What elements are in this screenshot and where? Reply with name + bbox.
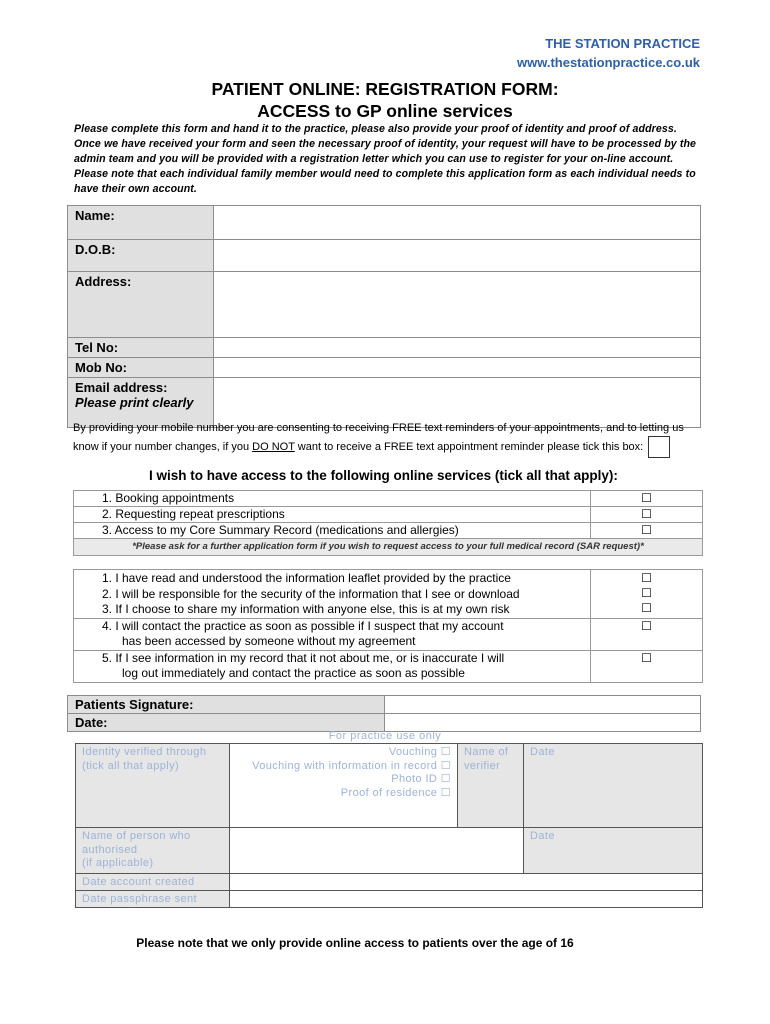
name-field[interactable] — [214, 206, 701, 240]
agreement-4-line-1: 4. I will contact the practice as soon as possible if I suspect that my account — [102, 618, 504, 633]
service-booking: 1. Booking appointments — [74, 491, 591, 507]
vouching-option[interactable]: Vouching ☐ — [388, 746, 451, 758]
mob-field[interactable] — [214, 358, 701, 378]
proof-residence-option[interactable]: Proof of residence ☐ — [340, 786, 451, 799]
title-line-2: ACCESS to GP online services — [257, 101, 513, 121]
verification-methods — [230, 744, 458, 828]
services-heading: I wish to have access to the following online services (tick all that apply): — [149, 468, 618, 483]
intro-paragraph: Please complete this form and hand it to the practice, please also provide your proof of identity and proof of address. Once we have received your form and seen the necessary proof of identity, your request will have to be processed by the admin team and you will be provided with a registration letter which you can use to register for your on-line account. Please note that each individual family member would need to complete this application form as each individual needs to have their own account. — [74, 123, 697, 195]
address-field[interactable] — [214, 272, 701, 338]
photo-id-option[interactable]: Photo ID ☐ — [391, 773, 451, 785]
agreement-5-checkbox[interactable]: ☐ — [591, 650, 703, 682]
age-footnote: Please note that we only provide online access to patients over the age of 16 — [136, 936, 574, 950]
identity-line-1: Identity verified through — [82, 746, 207, 758]
date-label: Date: — [68, 714, 385, 732]
consent-part-1: By providing your mobile number you are consenting to receiving FREE text reminders of your appointments, and to letting us know if your number changes, if you — [73, 422, 684, 453]
title-line-1: PATIENT ONLINE: REGISTRATION FORM: — [211, 79, 559, 99]
account-created-field[interactable] — [230, 873, 703, 890]
authorised-date-label: Date — [524, 828, 703, 874]
agreement-1 — [74, 570, 591, 619]
authorised-line-3: (if applicable) — [82, 857, 154, 869]
sms-consent-text — [73, 421, 703, 458]
practice-name: THE STATION PRACTICE — [545, 36, 700, 51]
agreement-5 — [74, 650, 591, 682]
passphrase-sent-label: Date passphrase sent — [76, 890, 230, 907]
authorised-line-1: Name of person who — [82, 830, 191, 842]
agreement-5-line-2: log out immediately and contact the practice as soon as possible — [122, 666, 465, 680]
authorised-label — [76, 828, 230, 874]
vouching-info-option[interactable]: Vouching with information in record ☐ — [252, 759, 451, 772]
passphrase-sent-field[interactable] — [230, 890, 703, 907]
account-created-label: Date account created — [76, 873, 230, 890]
email-field[interactable] — [214, 378, 701, 428]
practice-use-heading: For practice use only — [328, 730, 442, 742]
verifier-line-1: Name of — [464, 746, 509, 758]
agreement-2-text: 2. I will be responsible for the security of the information that I see or download — [102, 586, 520, 601]
verified-date-label: Date — [524, 744, 703, 828]
service-prescriptions: 2. Requesting repeat prescriptions — [74, 507, 591, 523]
form-title — [0, 78, 770, 122]
agreement-4-line-2: has been accessed by someone without my agreement — [122, 634, 416, 648]
agreements-table — [73, 569, 703, 683]
email-label-text: Email address: — [75, 380, 168, 395]
consent-part-2: want to receive a FREE text appointment reminder please tick this box: — [294, 440, 644, 453]
signature-label: Patients Signature: — [68, 696, 385, 714]
authorised-field[interactable] — [230, 828, 524, 874]
agreement-4 — [74, 618, 591, 650]
authorised-line-2: authorised — [82, 843, 138, 856]
practice-use-table — [75, 743, 703, 908]
identity-line-2: (tick all that apply) — [82, 759, 180, 772]
mob-label: Mob No: — [68, 358, 214, 378]
date-field[interactable] — [385, 714, 701, 732]
summary-record-checkbox[interactable]: ☐ — [591, 523, 703, 539]
patient-details-table — [67, 205, 701, 428]
practice-website: www.thestationpractice.co.uk — [516, 55, 700, 70]
service-summary-record: 3. Access to my Core Summary Record (medications and allergies) — [74, 523, 591, 539]
signature-field[interactable] — [385, 696, 701, 714]
agreement-2-checkbox[interactable]: ☐ — [641, 586, 652, 600]
address-label: Address: — [68, 272, 214, 338]
sar-note: *Please ask for a further application form if you wish to request access to your full medical record (SAR request)* — [74, 539, 703, 556]
agreement-4-checkbox[interactable]: ☐ — [591, 618, 703, 650]
prescriptions-checkbox[interactable]: ☐ — [591, 507, 703, 523]
dob-field[interactable] — [214, 240, 701, 272]
email-label — [68, 378, 214, 428]
verifier-line-2: verifier — [464, 759, 501, 772]
consent-do-not: DO NOT — [252, 440, 295, 453]
tel-field[interactable] — [214, 338, 701, 358]
agreement-5-line-1: 5. If I see information in my record that it not about me, or is inaccurate I will — [102, 650, 505, 665]
practice-header — [517, 34, 700, 72]
signature-table — [67, 695, 701, 732]
print-clearly-note: Please print clearly — [75, 395, 194, 410]
dob-label: D.O.B: — [68, 240, 214, 272]
agreement-3-checkbox[interactable]: ☐ — [641, 601, 652, 615]
tel-label: Tel No: — [68, 338, 214, 358]
agreements-1-3-checkboxes — [591, 570, 703, 619]
name-label: Name: — [68, 206, 214, 240]
identity-verified-label — [76, 744, 230, 828]
sms-opt-out-checkbox[interactable] — [648, 436, 670, 458]
verifier-label — [458, 744, 524, 828]
agreement-1-text: 1. I have read and understood the information leaflet provided by the practice — [102, 571, 511, 585]
agreement-3-text: 3. If I choose to share my information with anyone else, this is at my own risk — [102, 602, 510, 616]
agreement-1-checkbox[interactable]: ☐ — [641, 571, 652, 585]
booking-checkbox[interactable]: ☐ — [591, 491, 703, 507]
services-table — [73, 490, 703, 556]
